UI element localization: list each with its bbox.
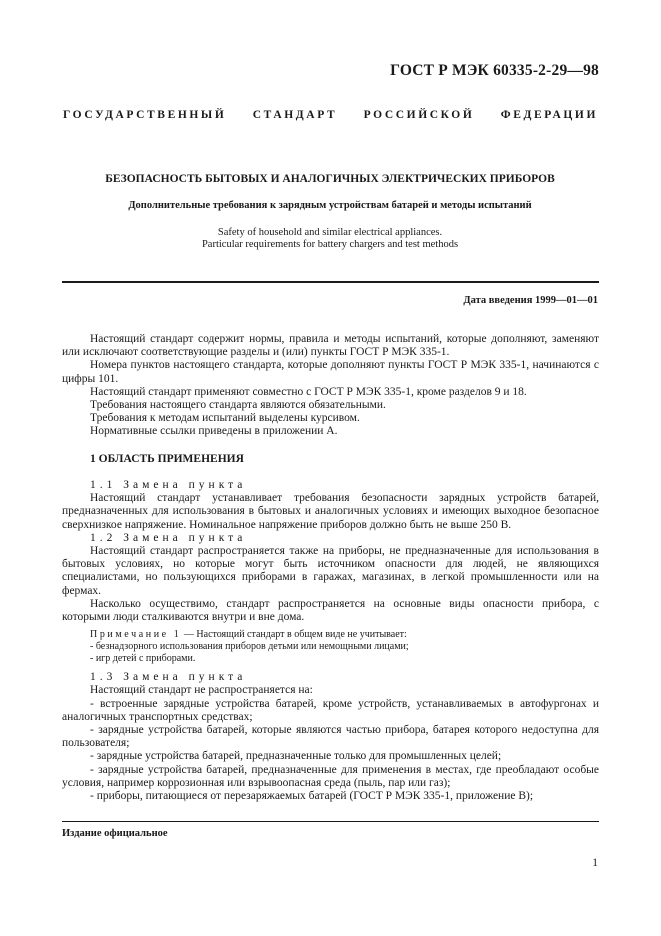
clause-1-3-label: 1.3 Замена пункта — [90, 671, 247, 684]
clause-1-3-item: - приборы, питающиеся от перезаряжаемых батарей (ГОСТ Р МЭК 335-1, приложение В); — [90, 790, 534, 803]
intro-paragraph: Номера пунктов настоящего стандарта, которые дополняют пункты ГОСТ Р МЭК 335-1, начинаются с цифры 101. — [62, 359, 599, 385]
clause-1-3-item: - зарядные устройства батарей, которые являются частью прибора, батарея которого недоступна для пользователя; — [62, 724, 599, 750]
clause-1-2-label: 1.2 Замена пункта — [90, 531, 247, 544]
state-word: РОССИЙСКОЙ — [363, 109, 475, 121]
clause-1-3-intro: Настоящий стандарт не распространяется на: — [90, 684, 313, 697]
note-item: - игр детей с приборами. — [90, 653, 196, 665]
intro-paragraph: Требования настоящего стандарта являются обязательными. — [90, 399, 386, 412]
state-word: СТАНДАРТ — [252, 109, 338, 121]
state-word: ГОСУДАРСТВЕННЫЙ — [63, 109, 227, 121]
intro-paragraph: Требования к методам испытаний выделены курсивом. — [90, 412, 360, 425]
english-title-line-2: Particular requirements for battery chargers and test methods — [201, 239, 459, 250]
section-1-heading: 1 ОБЛАСТЬ ПРИМЕНЕНИЯ — [90, 453, 244, 465]
clause-1-1-label: 1.1 Замена пункта — [90, 479, 247, 491]
note-1 — [62, 629, 599, 665]
intro-paragraph: Настоящий стандарт применяют совместно с ГОСТ Р МЭК 335-1, кроме разделов 9 и 18. — [90, 385, 527, 398]
clause-1-2-text: Настоящий стандарт распространяется также на приборы, не предназначенные для использования в бытовых условиях, но которые могут быть источником опасности для людей, не являющихся специалистами, но пользующихся приборами в гаражах, магазинах, в легкой промышленности или на фермах. — [62, 545, 599, 597]
official-edition-label: Издание официальное — [62, 828, 168, 839]
section-heading — [62, 453, 599, 466]
sub-title: Дополнительные требования к зарядным устройствам батарей и методы испытаний — [128, 200, 532, 211]
note-text: — Настоящий стандарт в общем виде не учитывает: — [183, 629, 407, 641]
intro-paragraph: Нормативные ссылки приведены в приложении А. — [90, 425, 338, 438]
title-divider — [62, 281, 599, 283]
intro-block — [62, 333, 599, 439]
main-title: БЕЗОПАСНОСТЬ БЫТОВЫХ И АНАЛОГИЧНЫХ ЭЛЕКТРИЧЕСКИХ ПРИБОРОВ — [105, 173, 555, 185]
state-standard-banner — [63, 109, 598, 121]
state-word: ФЕДЕРАЦИИ — [500, 109, 598, 121]
footer-divider — [62, 821, 599, 822]
page-number: 1 — [592, 857, 598, 869]
clause-1-3-item: - зарядные устройства батарей, предназначенные для применения в местах, где преобладают особые условия, например коррозионная или взрывоопасная среда (пыль, пар или газ); — [62, 763, 599, 789]
introduction-date: Дата введения 1999—01—01 — [463, 295, 598, 306]
english-title-line-1: Safety of household and similar electrical appliances. — [217, 227, 443, 238]
clause-1-3-item: - встроенные зарядные устройства батарей, кроме устройств, устанавливаемых в автофургонах и аналогичных транспортных средствах; — [62, 697, 599, 723]
document-code: ГОСТ Р МЭК 60335-2-29—98 — [390, 62, 599, 79]
clause-1-3-item: - зарядные устройства батарей, предназначенные только для промышленных целей; — [90, 750, 502, 763]
note-item: - безнадзорного использования приборов детьми или немощными лицами; — [90, 641, 409, 653]
clause-1-1-text: Настоящий стандарт устанавливает требования безопасности зарядных устройств батарей, предназначенных для использования в бытовых и аналогичных условиях и имеющих выходное безопасное сверхнизкое напряжение. Номинальное напряжение приборов должно быть не выше 250 В. — [62, 492, 599, 531]
note-label: Примечание 1 — [90, 629, 182, 641]
intro-paragraph: Настоящий стандарт содержит нормы, правила и методы испытаний, которые дополняют, заменяют или исключают соответствующие разделы и (или) пункты ГОСТ Р МЭК 335-1. — [62, 333, 599, 359]
clause-1-2-text: Насколько осуществимо, стандарт распространяется на основные виды опасности прибора, с которыми люди сталкиваются внутри и вне дома. — [62, 597, 599, 624]
section-1-body — [62, 479, 599, 803]
